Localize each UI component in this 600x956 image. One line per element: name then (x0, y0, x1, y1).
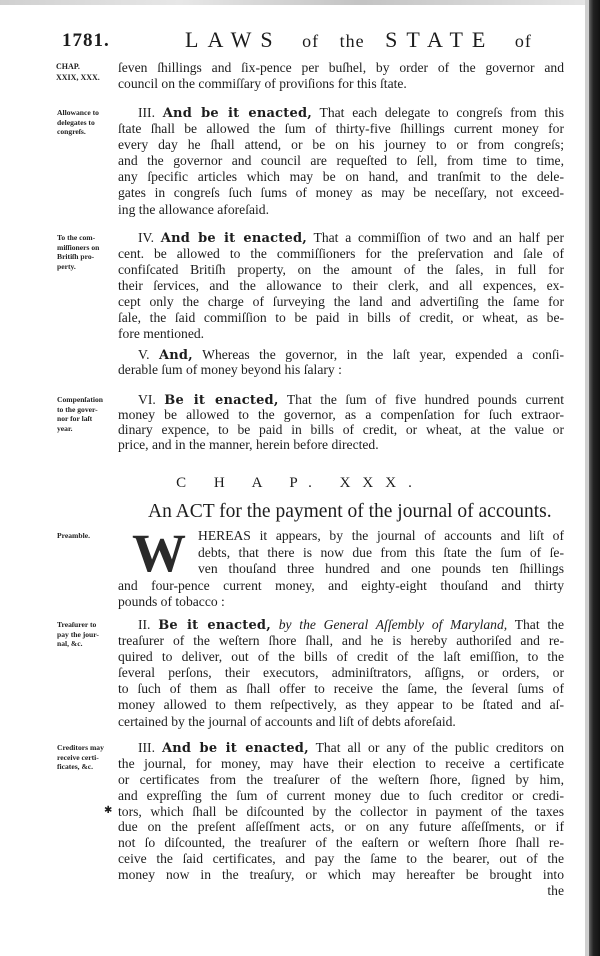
enacting-clause: Be it enacted, (158, 618, 271, 633)
margin-note-line: pay the jour- (57, 629, 99, 639)
section-paragraph (118, 617, 564, 730)
paragraph-line: dinary expence, to be paid in bills of credit, or wheat, at the value or (118, 422, 564, 437)
paragraph-line: every day he ſhall attend, or be on his journey to or from congreſs; (118, 137, 564, 153)
act-title: An ACT for the payment of the journal of accounts. (148, 501, 552, 522)
paragraph-line (118, 230, 564, 246)
line-text: That the ſum of five hundred pounds current (286, 392, 564, 407)
margin-note-line: Treaſurer to (57, 620, 97, 629)
section-paragraph (118, 230, 564, 342)
paragraph-line: money now in the treaſury, or which may hereafter be brought into (118, 867, 564, 883)
margin-note (57, 531, 115, 541)
scan-edge-noise (0, 0, 600, 5)
preamble-line: ven thouſand three hundred and one pounds ten ſhillings (198, 561, 564, 577)
drop-cap: W (132, 523, 186, 583)
paragraph-line: ceive the ſaid certificates, and pay the ſame to the bearer, out of the (118, 851, 564, 867)
paragraph-line (118, 740, 564, 756)
enacting-clause: And, (158, 348, 193, 363)
section-number: III. (138, 105, 155, 120)
chapter-note-line: CHAP. (56, 62, 80, 71)
line-text: That a commiſſion of two and an half per (313, 230, 564, 245)
paragraph-line: the journal, for money, may have their election to receive a certificate (118, 755, 564, 771)
section-paragraph (118, 740, 564, 899)
paragraph-line: ſeveral perſons, their executors, adminiſtrators, aſſigns, or orders, or (118, 665, 564, 681)
margin-note-line: Britiſh pro- (57, 252, 95, 261)
section-paragraph (118, 392, 564, 452)
margin-note-line: nal, &c. (57, 639, 83, 648)
paragraph-line: money be allowed to the governor, as a compenſation for ſuch extraor- (118, 407, 564, 422)
chapter-margin-note (56, 61, 100, 83)
preamble-line: HEREAS it appears, by the journal of accounts and liſt of (198, 528, 564, 543)
preamble-paragraph (118, 523, 564, 611)
paragraph-line: any ſpecific articles which may be on hand, and tranſmit to the dele- (118, 169, 564, 185)
paragraph-line: cent. be allowed to the commiſſioners for the preſervation and ſale of (118, 246, 564, 261)
chapter-heading: C H A P. XXX. (176, 475, 424, 491)
margin-note-line: To the com- (57, 233, 96, 242)
paragraph-line: gates in congreſs ſuch ſums of money as may be neceſſary, not exceed- (118, 185, 564, 201)
running-title-word: LAWS (185, 27, 282, 52)
catchword: the (547, 883, 564, 899)
paragraph-line: their ſervices, and the allowance to their clerk, and all expences, ex- (118, 278, 564, 293)
paragraph-line: ing the allowance aforeſaid. (118, 201, 269, 217)
preamble-line: debts, that there is now due from this ſtate the ſum of ſe- (198, 544, 564, 560)
line-text: Whereas the governor, in the laſt year, expended a conſi- (202, 347, 564, 362)
paragraph-line (118, 392, 564, 407)
paragraph-line: confiſcated Britiſh property, on the amount of the ſales, in full for (118, 262, 564, 277)
section-paragraph (118, 105, 564, 218)
running-title-word: STATE (385, 27, 495, 52)
paragraph-line: price, and in the manner, herein before directed. (118, 437, 379, 452)
margin-note-line: nor for laſt (57, 414, 93, 423)
margin-note-line: Creditors may (57, 743, 104, 752)
margin-note-line: year. (57, 423, 73, 433)
margin-note (57, 395, 115, 433)
running-title-word: of (514, 31, 532, 51)
margin-note-line: ficates, &c. (57, 762, 94, 771)
section-number: II. (138, 617, 151, 632)
line-text: That the (514, 617, 564, 632)
enacting-clause: And be it enacted, (161, 741, 309, 756)
running-title-word: the (339, 31, 365, 51)
paragraph-line (118, 105, 564, 121)
paragraph-line (118, 60, 564, 76)
paragraph-line: certained by the journal of accounts and liſt of debts aforeſaid. (118, 713, 456, 729)
paragraph-line: or certificates from the treaſurer of the weſtern ſhore, ſigned by him, (118, 771, 564, 787)
paragraph-line: ſtate ſhall be allowed the ſum of thirty-five ſhillings current money for (118, 121, 564, 137)
margin-note (57, 743, 115, 772)
paragraph-line: to ſuch of them as ſhall offer to receive the ſame, the ſeveral ſums of (118, 681, 564, 697)
section-paragraph (118, 347, 564, 377)
paragraph-line (118, 347, 564, 362)
paragraph-line: not ſo diſcounted, the treaſurer of the eaſtern or weſtern ſhore ſhall re- (118, 835, 564, 851)
preamble-line: and four-pence current money, and eighty-eight thouſand and thirty (118, 577, 564, 593)
margin-note-line: perty. (57, 261, 76, 271)
section-paragraph (118, 60, 564, 91)
paragraph-line: treaſurer of the weſtern ſhore ſhall, and he is hereby authoriſed and re- (118, 633, 564, 649)
paragraph-line: and the governor and council are requeſted to ſell, from time to time, (118, 153, 564, 169)
paragraph-line (118, 617, 564, 633)
paragraph-line: ſale, the ſaid commiſſion to be paid in bills of credit, or wheat, as be- (118, 310, 564, 325)
running-title-word: of (302, 31, 320, 51)
chapter-note-line: XXIX, XXX. (56, 73, 100, 82)
enacting-clause: Be it enacted, (164, 393, 279, 408)
line-text: That each delegate to congreſs from this (319, 105, 564, 120)
paragraph-line: cept only the charge of ſurveying the land and advertiſing the ſame for (118, 294, 564, 309)
paragraph-line: due on the preſent aſſeſſment acts, or on any future aſſeſſments, or if (118, 819, 564, 835)
section-number: III. (138, 740, 155, 755)
margin-note (57, 233, 115, 271)
paragraph-line: council on the commiſſary of proviſions for this ſtate. (118, 75, 407, 91)
margin-note (57, 620, 115, 649)
margin-note-line: miſſioners on (57, 242, 100, 252)
paragraph-line: quired to deliver, out of the bills of credit of the laſt emiſſion, to the (118, 649, 564, 665)
margin-note-line: Allowance to (57, 108, 99, 117)
margin-note-line: delegates to (57, 117, 95, 127)
margin-note-line: congreſs. (57, 127, 86, 136)
page-year: 1781. (62, 30, 110, 51)
paragraph-line: money allowed to them reſpectively, as they appear to be ſtated and aſ- (118, 697, 564, 713)
enacting-clause: And be it enacted, (160, 231, 307, 246)
section-number: IV. (138, 230, 154, 245)
line-text: That all or any of the public creditors on (315, 740, 564, 755)
paragraph-line: fore mentioned. (118, 326, 205, 341)
margin-note-line: Preamble. (57, 531, 90, 540)
margin-note-line: Compenſation (57, 395, 103, 404)
section-number: V. (138, 347, 150, 362)
margin-note-line: to the gover- (57, 404, 98, 414)
preamble-line: pounds of tobacco : (118, 594, 225, 610)
paragraph-line: derable ſum of money beyond his ſalary : (118, 362, 342, 377)
margin-note (57, 108, 115, 137)
asterisk-mark: ✱ (104, 805, 113, 816)
line-text: ſeven ſhillings and ſix-pence per buſhel, by order of the governor and (118, 60, 564, 75)
italic-phrase: by the General Aſſembly of Maryland, (278, 617, 508, 632)
margin-note-line: receive certi- (57, 752, 99, 762)
section-number: VI. (138, 392, 156, 407)
running-title (185, 27, 532, 54)
paragraph-line: tors, which ſhall be diſcounted by the collector in payment of the taxes (118, 803, 564, 819)
paragraph-line: and expreſſing the ſum of current money due to ſuch creditor or credi- (118, 787, 564, 803)
enacting-clause: And be it enacted, (162, 106, 312, 121)
